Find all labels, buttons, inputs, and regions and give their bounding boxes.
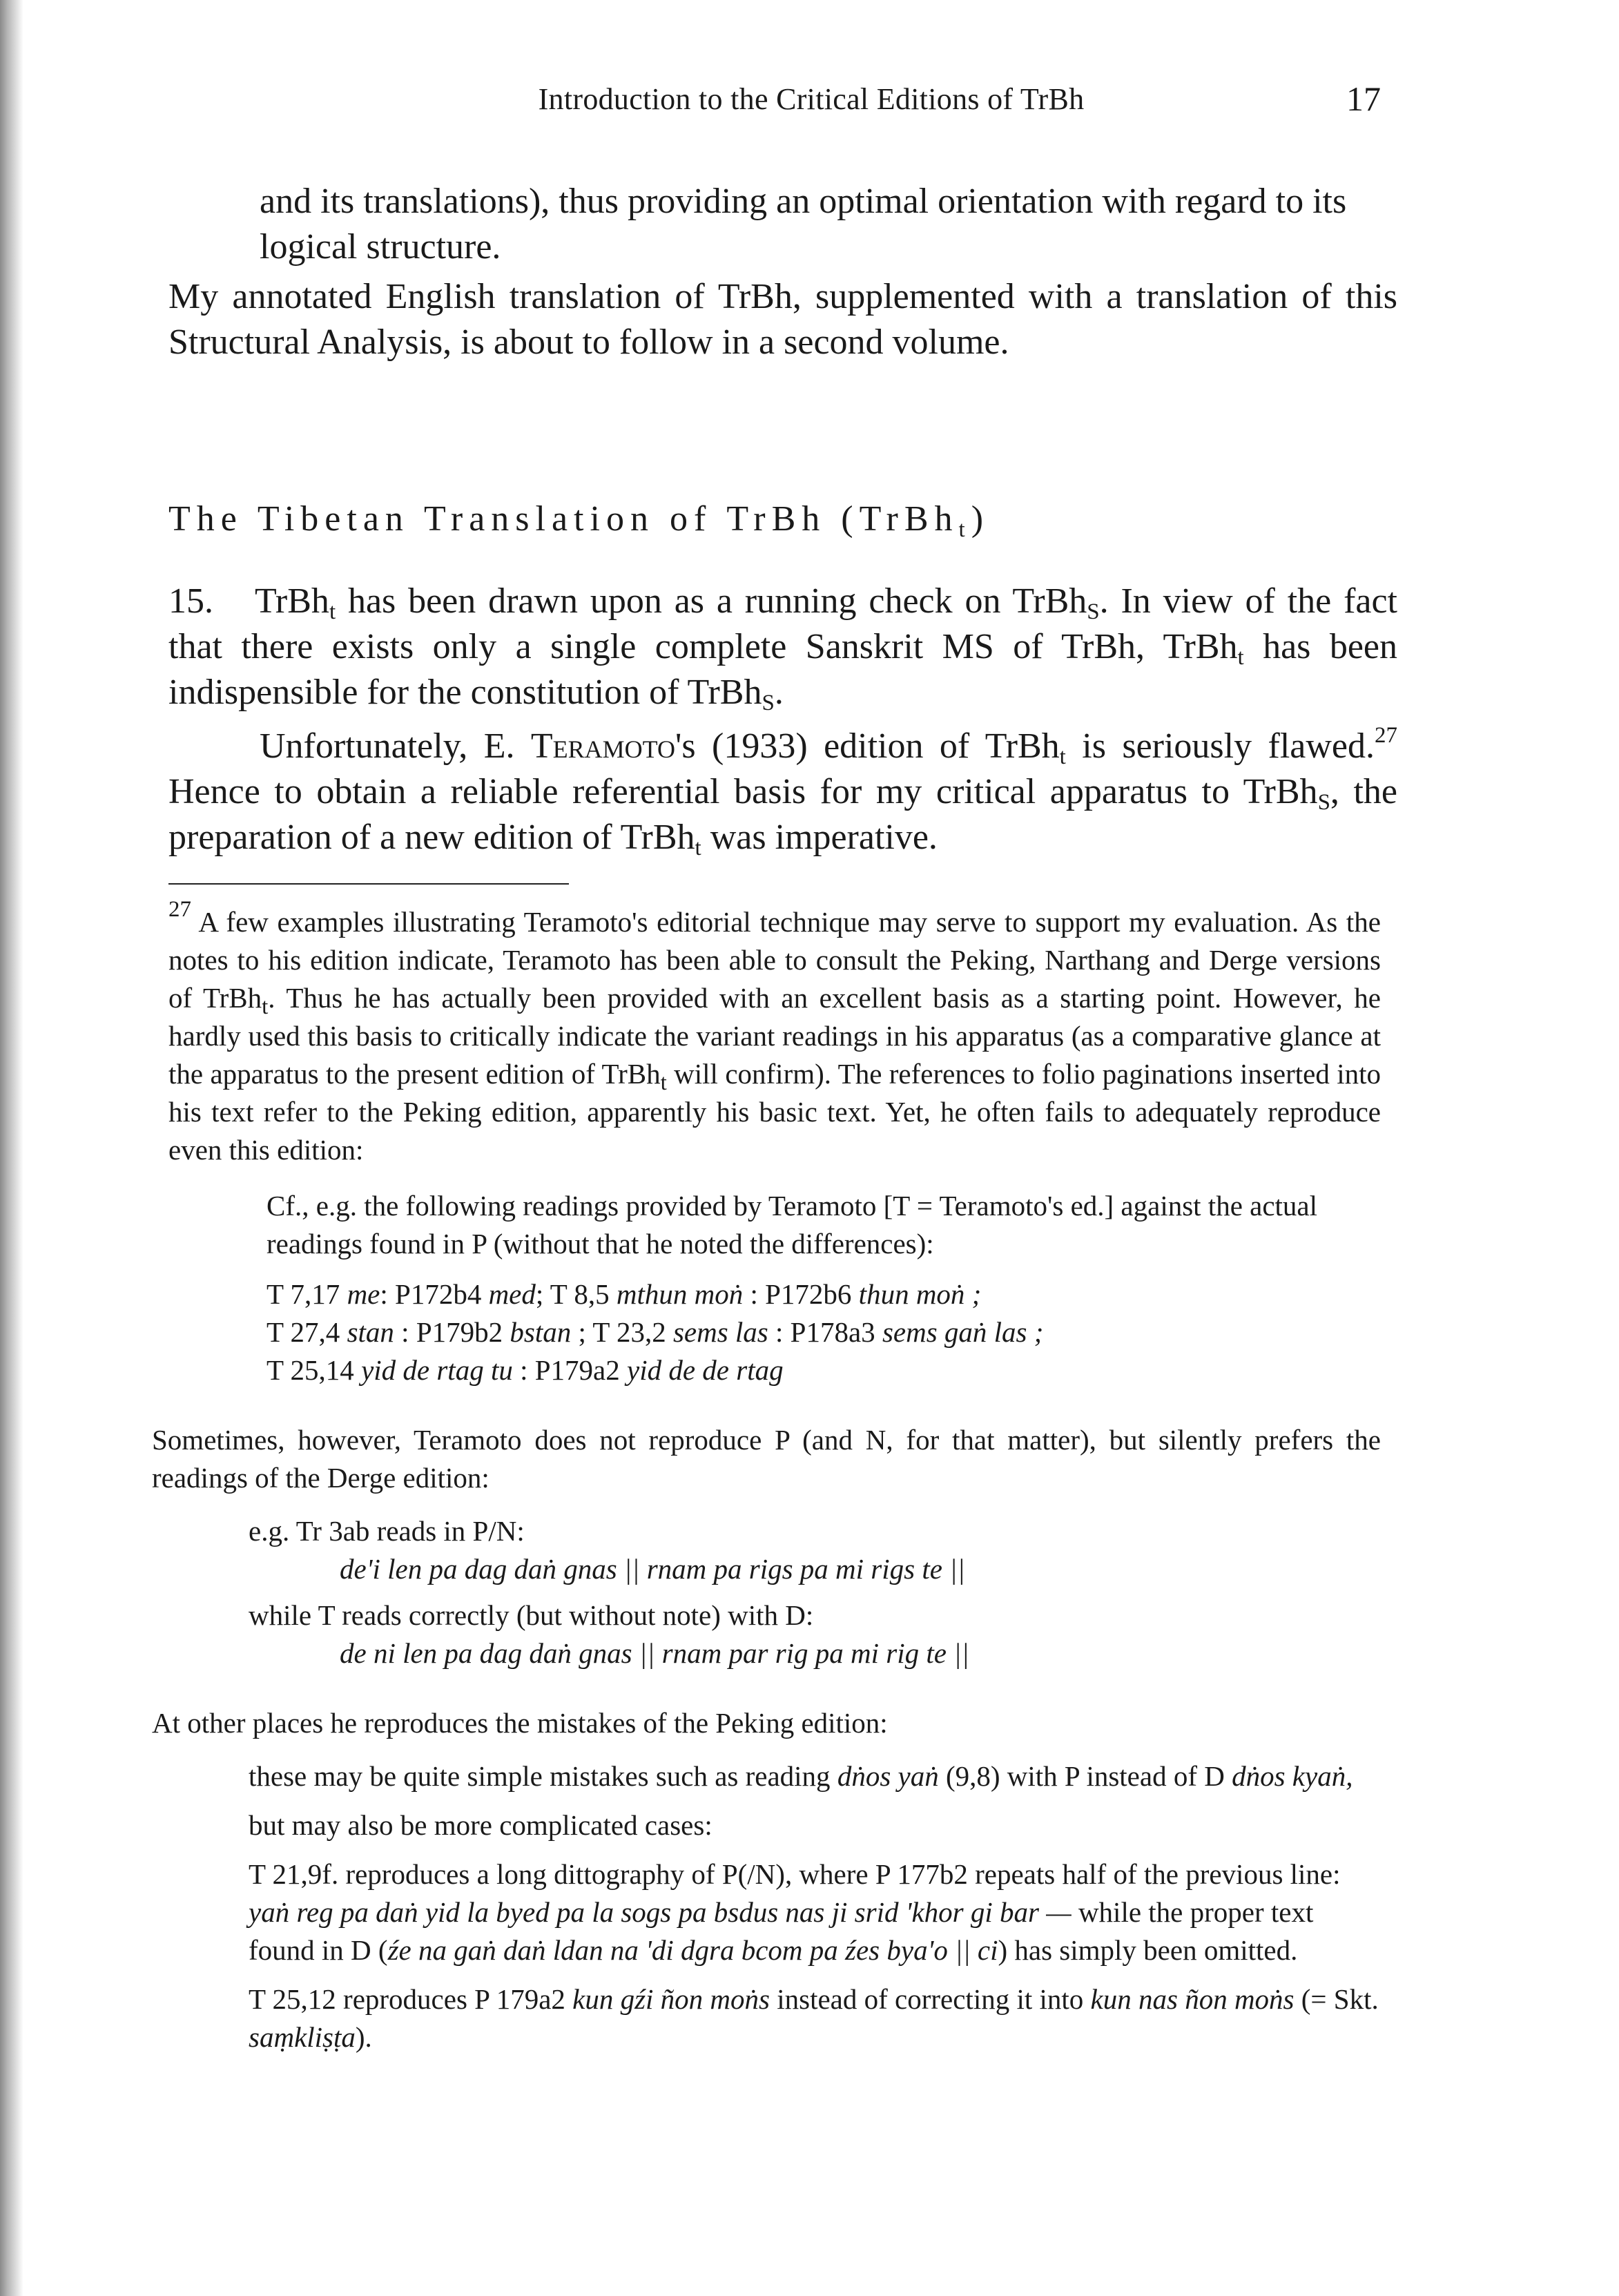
- page-number: 17: [1346, 79, 1381, 118]
- footnote-ref-27[interactable]: 27: [1375, 723, 1397, 748]
- footnote-example-1: T 7,17 me: P172b4 med; T 8,5 mthun moṅ : P172b6 thun moṅ ;: [266, 1278, 982, 1310]
- footnote-other-places: At other places he reproduces the mistakes of the Peking edition:: [152, 1707, 888, 1739]
- footnote-pn-reading: de'i len pa dag daṅ gnas || rnam pa rigs pa mi rigs te ||: [340, 1553, 965, 1585]
- section-heading: [168, 499, 1397, 542]
- footnote-simple-mistakes: these may be quite simple mistakes such as reading dṅos yaṅ (9,8) with P instead of D dṅos kyaṅ,: [249, 1760, 1353, 1792]
- footnote-intro: $^{27}$ A few examples illustrating Teramoto's editorial technique may serve to support my evaluation. As the notes to his edition indicate, Teramoto has been able to consult the Peking, Narthang and Derge versions of TrBh$_t$. Thus he has actually been provided with an excellent basis as a starting point. However, he hardly used this basis to critically indicate the variant readings in his apparatus (as a comparative glance at the apparatus to the present edition of TrBh$_t$ will confirm). The references to folio paginations inserted into his text refer to the Peking edition, apparently his basic text. Yet, he often fails to adequately reproduce even this edition:: [168, 897, 1381, 1166]
- footnote-while-t: while T reads correctly (but without note) with D:: [249, 1599, 814, 1631]
- p15-text: 15. TrBh$_t$ has been drawn upon as a running check on TrBh$_S$. In view of the fact that there exists only a single complete Sanskrit MS of TrBh, TrBh$_t$ has been indispensible for the constitution of TrBh$_S$.: [168, 581, 1398, 715]
- running-title: Introduction to the Critical Editions of TrBh: [538, 82, 1085, 116]
- footnote-mark: 27: [168, 897, 191, 922]
- section-title-close: ): [971, 499, 990, 539]
- p15-number: 15.: [168, 581, 213, 621]
- footnote-sometimes: Sometimes, however, Teramoto does not reproduce P (and N, for that matter), but silently prefers the readings of the Derge edition:: [152, 1424, 1381, 1494]
- footnote-complicated: but may also be more complicated cases:: [249, 1809, 712, 1841]
- page-binding-shadow: [0, 0, 23, 2296]
- intro-paragraph: My annotated English translation of TrBh, supplemented with a translation of this Structural Analysis, is about to follow in a second volume.: [168, 277, 1397, 362]
- footnote-eg-tr: e.g. Tr 3ab reads in P/N:: [249, 1515, 525, 1547]
- footnote-cf: Cf., e.g. the following readings provided by Teramoto [T = Teramoto's ed.] against the actual readings found in P (without that he noted the differences):: [266, 1190, 1318, 1260]
- footnote-rule: [168, 883, 569, 885]
- paragraph-15: [168, 579, 1397, 860]
- author-teramoto: Teramoto: [530, 726, 676, 766]
- footnote-d-reading: de ni len pa dag daṅ gnas || rnam par rig pa mi rig te ||: [340, 1637, 969, 1669]
- section-title: The Tibetan Translation of TrBh (TrBh: [168, 499, 959, 539]
- intro-block: [168, 179, 1397, 365]
- footnote-27: [152, 897, 1381, 2056]
- footnote-t25: T 25,12 reproduces P 179a2 kun gźi ñon moṅs instead of correcting it into kun nas ñon moṅs (= Skt. saṃkliṣṭa).: [249, 1983, 1379, 2053]
- section-title-sub: t: [958, 517, 971, 542]
- footnote-example-3: T 25,14 yid de rtag tu : P179a2 yid de de rtag: [266, 1354, 784, 1386]
- p16-text: Unfortunately, E. Teramoto's (1933) edition of TrBh$_t$ is seriously flawed.$^{27}$ Hence to obtain a reliable referential basis for my critical apparatus to TrBh$_S$, the preparation of a new edition of TrBh$_t$ was imperative.: [168, 723, 1398, 860]
- footnote-t21: T 21,9f. reproduces a long dittography of P(/N), where P 177b2 repeats half of the previous line: yaṅ reg pa daṅ yid la byed pa la sogs pa bsdus nas ji srid 'khor gi bar — while the proper text found in D (źe na gaṅ daṅ ldan na 'di dgra bcom pa źes bya'o || ci) has simply been omitted.: [249, 1858, 1341, 1966]
- footnote-example-2: T 27,4 stan : P179b2 bstan ; T 23,2 sems las : P178a3 sems gaṅ las ;: [266, 1316, 1044, 1348]
- intro-continuation: and its translations), thus providing an optimal orientation with regard to its logical structure.: [260, 182, 1347, 267]
